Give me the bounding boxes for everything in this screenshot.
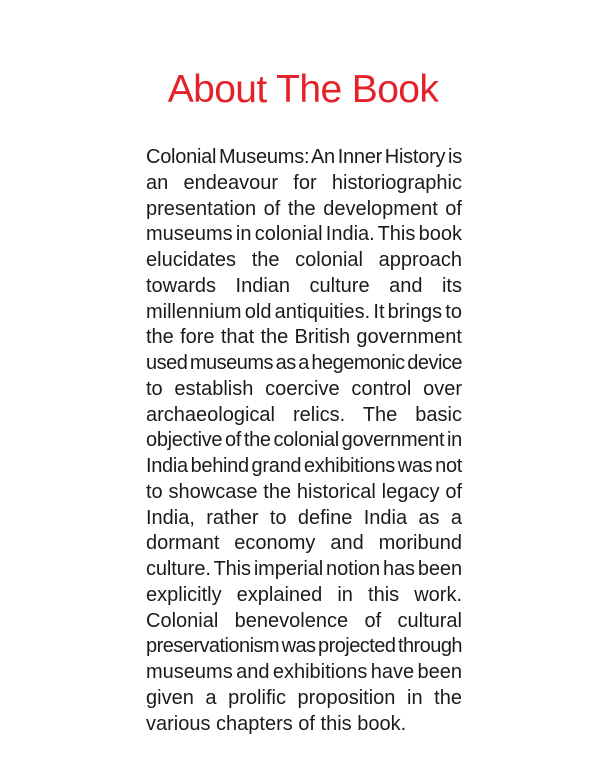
description-line: given a prolific proposition in the [146,686,462,709]
description-line: museums in colonial India. This book [146,223,462,246]
description-line: Colonial benevolence of cultural [146,609,462,632]
description-line: India behind grand exhibitions was not [146,455,463,477]
description-line: archaeological relics. The basic [146,403,462,426]
description-line: used museums as a hegemonic device [146,352,462,374]
description-line: Colonial Museums: An Inner History is [146,146,462,168]
book-description [146,145,462,737]
description-line: various chapters of this book. [146,712,407,735]
description-line: dormant economy and moribund [146,532,462,555]
description-line: presentation of the development of [146,197,462,220]
description-line: towards Indian culture and its [146,274,462,297]
description-line: museums and exhibitions have been [146,661,462,683]
description-line: culture. This imperial notion has been [146,558,462,580]
page-title: About The Book [167,68,439,111]
description-line: preservationism was projected through [146,635,462,658]
description-line: an endeavour for historiographic [146,171,462,194]
description-line: elucidates the colonial approach [146,249,462,271]
description-line: objective of the colonial government in [146,429,462,452]
description-line: to establish coercive control over [146,377,462,400]
description-line: India, rather to define India as a [146,506,462,529]
description-line: millennium old antiquities. It brings to [146,300,462,323]
description-line: the fore that the British government [146,326,462,349]
description-line: to showcase the historical legacy of [146,480,462,503]
description-line: explicitly explained in this work. [146,583,462,606]
